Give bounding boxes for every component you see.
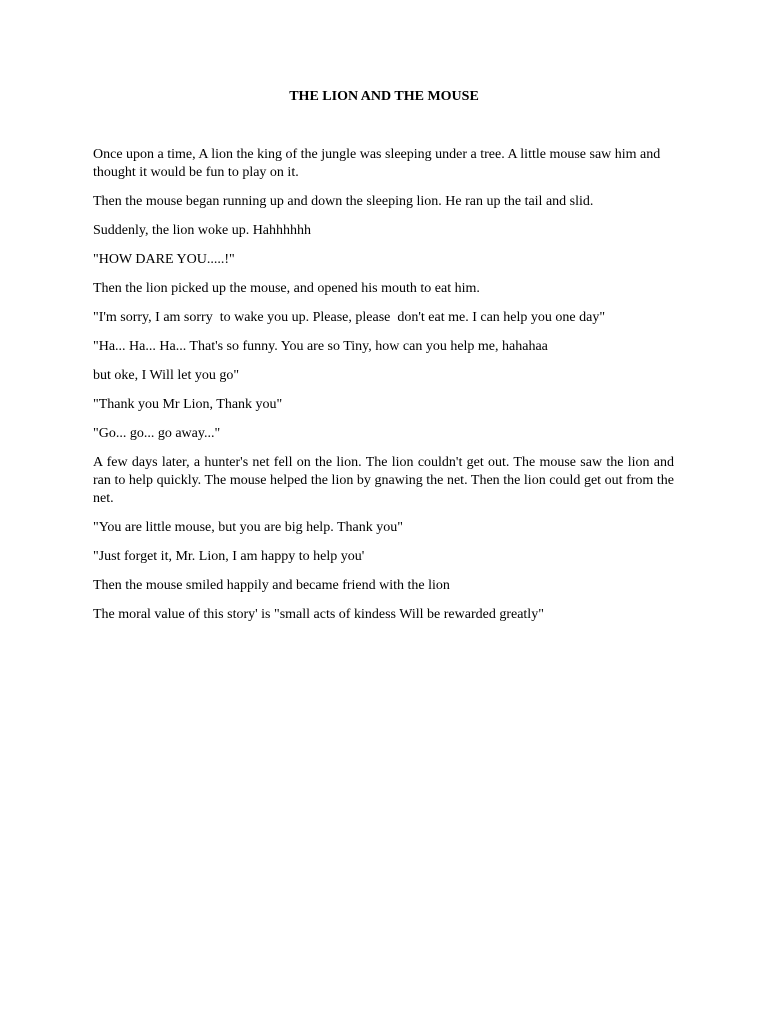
document-title: THE LION AND THE MOUSE [289,89,479,104]
paragraph-mouse-runs: Then the mouse began running up and down the sleeping lion. He ran up the tail and slid. [93,194,594,209]
paragraph-hunter-net: A few days later, a hunter's net fell on the lion. The lion couldn't get out. The mouse saw the lion and ran to help quickly. The mouse helped the lion by gnawing the net. Then the lion could get out from the net. [93,455,678,506]
paragraph-moral: The moral value of this story' is "small acts of kindess Will be rewarded greatly" [93,607,544,622]
paragraph-apology: "I'm sorry, I am sorry to wake you up. Please, please don't eat me. I can help you one day" [93,310,606,325]
paragraph-thank-you: "Thank you Mr Lion, Thank you" [93,397,283,412]
paragraph-let-go: but oke, I Will let you go" [93,368,240,383]
paragraph-how-dare: "HOW DARE YOU.....!" [93,252,235,267]
paragraph-lion-wakes: Suddenly, the lion woke up. Hahhhhhh [93,223,312,238]
document-body [93,146,678,635]
paragraph-big-help: "You are little mouse, but you are big help. Thank you" [93,520,403,535]
paragraph-laugh: "Ha... Ha... Ha... That's so funny. You are so Tiny, how can you help me, hahahaa [93,339,548,354]
paragraph-picked-up: Then the lion picked up the mouse, and opened his mouth to eat him. [93,281,480,296]
paragraph-forget-it: "Just forget it, Mr. Lion, I am happy to help you' [93,549,365,564]
paragraph-friends: Then the mouse smiled happily and became friend with the lion [93,578,450,593]
paragraph-intro: Once upon a time, A lion the king of the jungle was sleeping under a tree. A little mouse saw him and thought it would be fun to play on it. [93,147,664,180]
paragraph-go-away: "Go... go... go away..." [93,426,221,441]
